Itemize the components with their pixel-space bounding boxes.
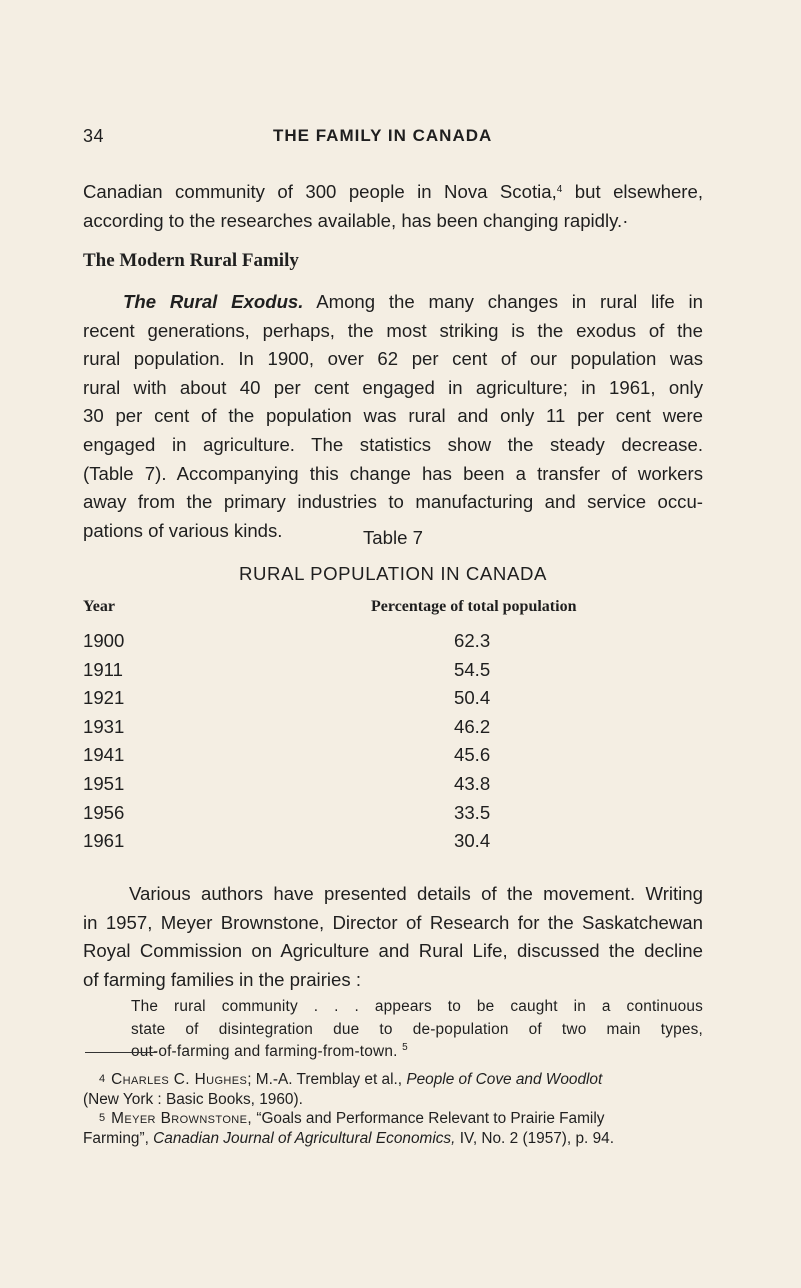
footnote-divider bbox=[85, 1052, 157, 1053]
cell-year: 1911 bbox=[83, 658, 123, 680]
footnote-mark: 5 bbox=[99, 1112, 106, 1124]
paragraph-line: 30 per cent of the population was rural and only 11 per cent were bbox=[83, 405, 703, 427]
running-head: THE FAMILY IN CANADA bbox=[273, 126, 493, 145]
paragraph-line: (Table 7). Accompanying this change has been a transfer of workers bbox=[83, 462, 703, 484]
quote-line: The rural community . . . appears to be caught in a continuous bbox=[131, 998, 703, 1015]
footnotes bbox=[83, 1070, 703, 1148]
footnote-author: Charles C. Hughes bbox=[111, 1071, 248, 1088]
paragraph-rural-exodus bbox=[83, 288, 703, 545]
paragraph-line: Royal Commission on Agriculture and Rural Life, discussed the decline bbox=[83, 940, 703, 962]
table-header-row bbox=[83, 598, 703, 622]
block-quote bbox=[131, 996, 703, 1064]
cell-year: 1931 bbox=[83, 715, 125, 737]
page-header bbox=[83, 126, 703, 154]
paragraph-line: pations of various kinds. bbox=[83, 519, 283, 541]
column-header-percentage: Percentage of total population bbox=[371, 598, 577, 615]
cell-year: 1961 bbox=[83, 830, 125, 852]
quote-line: out-of-farming and farming-from-town. $^5$ bbox=[131, 1042, 408, 1060]
paragraph-authors bbox=[83, 880, 703, 994]
paragraph-line: Various authors have presented details of the movement. Writing bbox=[129, 883, 703, 904]
footnote-author: Meyer Brownstone, bbox=[111, 1110, 253, 1127]
table-row bbox=[83, 830, 703, 859]
cell-year: 1956 bbox=[83, 801, 125, 823]
runin-heading: The Rural Exodus. bbox=[123, 291, 304, 312]
table-label: Table 7 bbox=[363, 527, 423, 548]
table-title: RURAL POPULATION IN CANADA bbox=[239, 563, 547, 584]
table-row bbox=[83, 716, 703, 745]
footnote-5: 5 Meyer Brownstone, “Goals and Performance Relevant to Prairie Family bbox=[99, 1110, 605, 1127]
paragraph-line: rural with about 40 per cent engaged in agriculture; in 1961, only bbox=[83, 376, 703, 398]
cell-percentage: 30.4 bbox=[454, 830, 491, 852]
quote-line: state of disintegration due to de-population of two main types, bbox=[131, 1020, 703, 1038]
paragraph-line: engaged in agriculture. The statistics show the steady decrease. bbox=[83, 433, 703, 455]
paragraph-line: away from the primary industries to manufacturing and service occu- bbox=[83, 491, 703, 513]
footnote-mark: 4 bbox=[99, 1073, 106, 1085]
cell-year: 1921 bbox=[83, 687, 125, 709]
column-header-year: Year bbox=[83, 598, 115, 615]
cell-percentage: 43.8 bbox=[454, 772, 491, 794]
table-row bbox=[83, 802, 703, 831]
table-row bbox=[83, 659, 703, 688]
paragraph-continuation bbox=[83, 178, 703, 235]
cell-percentage: 54.5 bbox=[454, 658, 491, 680]
table-row bbox=[83, 744, 703, 773]
paragraph-line: rural population. In 1900, over 62 per cent of our population was bbox=[83, 348, 703, 370]
table-row bbox=[83, 687, 703, 716]
footnote-5-line2: Farming”, Canadian Journal of Agricultural Economics, IV, No. 2 (1957), p. 94. bbox=[83, 1129, 614, 1147]
cell-year: 1900 bbox=[83, 630, 125, 651]
paragraph-line: according to the researches available, has been changing rapidly.· bbox=[83, 209, 629, 231]
table-body bbox=[83, 630, 703, 859]
page-number: 34 bbox=[83, 126, 105, 146]
cell-percentage: 45.6 bbox=[454, 744, 491, 766]
cell-percentage: 33.5 bbox=[454, 801, 491, 823]
cell-year: 1951 bbox=[83, 772, 125, 794]
footnote-journal: Canadian Journal of Agricultural Economics, bbox=[153, 1129, 456, 1147]
footnote-4-line2: (New York : Basic Books, 1960). bbox=[83, 1090, 303, 1108]
table-row bbox=[83, 630, 703, 659]
cell-percentage: 62.3 bbox=[454, 630, 491, 651]
paragraph-line: of farming families in the prairies : bbox=[83, 968, 361, 990]
footnote-ref-4: 4 bbox=[556, 184, 563, 195]
paragraph-line: The Rural Exodus. Among the many changes in rural life in bbox=[123, 291, 704, 312]
section-heading: The Modern Rural Family bbox=[83, 250, 299, 271]
footnote-ref-5: 5 bbox=[402, 1042, 408, 1053]
cell-percentage: 50.4 bbox=[454, 687, 491, 709]
cell-year: 1941 bbox=[83, 744, 125, 766]
paragraph-line: recent generations, perhaps, the most striking is the exodus of the bbox=[83, 319, 703, 341]
footnote-title: People of Cove and Woodlot bbox=[406, 1071, 603, 1088]
paragraph-line: in 1957, Meyer Brownstone, Director of Research for the Saskatchewan bbox=[83, 911, 703, 933]
table-row bbox=[83, 773, 703, 802]
paragraph-line: Canadian community of 300 people in Nova Scotia,$^4$ but elsewhere, bbox=[83, 181, 703, 202]
cell-percentage: 46.2 bbox=[454, 715, 491, 737]
footnote-4: 4 Charles C. Hughes; M.-A. Tremblay et al., People of Cove and Woodlot bbox=[99, 1071, 603, 1088]
